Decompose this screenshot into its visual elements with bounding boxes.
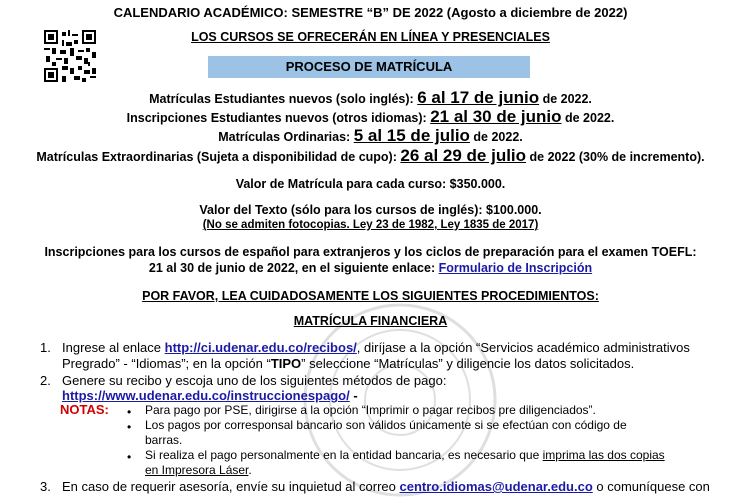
date-line-new-english: Matrículas Estudiantes nuevos (solo inglés): 6 al 17 de junio de 2022. xyxy=(149,88,592,107)
bullet-icon: • xyxy=(127,450,132,464)
procedures-title: POR FAVOR, LEA CUIDADOSAMENTE LOS SIGUIENTES PROCEDIMIENTOS: xyxy=(142,289,599,303)
bullet-icon: • xyxy=(127,405,132,419)
step-number: 3. xyxy=(40,479,51,494)
courses-mode-subtitle: LOS CURSOS SE OFRECERÁN EN LÍNEA Y PRESENCIALES xyxy=(191,30,550,44)
notes-label: NOTAS: xyxy=(60,402,109,417)
date-line-extraordinary: Matrículas Extraordinarias (Sujeta a disponibilidad de cupo): 26 al 29 de julio de 2022 (30% de incremento). xyxy=(36,146,705,165)
date-range: 26 al 29 de julio xyxy=(400,146,527,165)
receipts-link[interactable]: http://ci.udenar.edu.co/recibos/ xyxy=(164,340,357,355)
text-fee: Valor del Texto (sólo para los cursos de inglés): $100.000. xyxy=(199,203,542,217)
financial-enrollment-title: MATRÍCULA FINANCIERA xyxy=(293,314,448,328)
calendar-title: CALENDARIO ACADÉMICO: SEMESTRE “B” DE 2022 (Agosto a diciembre de 2022) xyxy=(113,5,628,20)
date-range: 21 al 30 de junio xyxy=(430,107,562,126)
note-bank-cont: en Impresora Láser. xyxy=(145,463,252,477)
step-2-line-1: Genere su recibo y escoja uno de los siguientes métodos de pago: xyxy=(62,373,447,388)
step-2-line-2: https://www.udenar.edu.co/instruccionespago/ - xyxy=(62,388,358,403)
note-pse: Para pago por PSE, dirigirse a la opción “Imprimir o pagar recibos pre diligenciados”. xyxy=(145,403,596,417)
course-fee: Valor de Matrícula para cada curso: $350.000. xyxy=(235,177,506,191)
email-link[interactable]: centro.idiomas@udenar.edu.co xyxy=(399,479,593,494)
date-line-ordinary: Matrículas Ordinarias: 5 al 15 de julio de 2022. xyxy=(218,126,523,145)
step-1-line-2: Pregrado” - “Idiomas”; en la opción “TIPO” seleccione “Matrículas” y diligencie los datos solicitados. xyxy=(62,356,635,371)
date-range: 5 al 15 de julio xyxy=(353,126,470,145)
spanish-toefl-dates: 21 al 30 de junio de 2022, en el siguiente enlace: Formulario de Inscripción xyxy=(148,261,593,275)
text-fee-note: (No se admiten fotocopias. Ley 23 de 1982, Ley 1835 de 2017) xyxy=(202,219,539,231)
note-correspondent-cont: barras. xyxy=(145,433,183,447)
registration-form-link[interactable]: Formulario de Inscripción xyxy=(438,261,593,275)
date-range: 6 al 17 de junio xyxy=(417,88,540,107)
bullet-icon: • xyxy=(127,420,132,434)
payment-instructions-link[interactable]: https://www.udenar.edu.co/instruccionespago/ xyxy=(62,388,350,403)
spanish-toefl-info: Inscripciones para los cursos de español para extranjeros y los ciclos de preparación para el examen TOEFL: xyxy=(44,245,697,259)
date-line-new-other: Inscripciones Estudiantes nuevos (otros idiomas): 21 al 30 de junio de 2022. xyxy=(126,107,615,126)
enrollment-process-band: PROCESO DE MATRÍCULA xyxy=(208,56,530,78)
step-1-line-1: Ingrese al enlace http://ci.udenar.edu.co/recibos/, diríjase a la opción “Servicios académico administrativos xyxy=(62,340,690,355)
note-correspondent: Los pagos por corresponsal bancario son válidos únicamente si se efectúan con código de xyxy=(145,418,627,432)
note-bank: Si realiza el pago personalmente en la entidad bancaria, es necesario que imprima las dos copias xyxy=(145,448,665,462)
step-number: 1. xyxy=(40,340,51,355)
step-3-line-1: En caso de requerir asesoría, envíe su inquietud al correo centro.idiomas@udenar.edu.co o comuníquese con xyxy=(62,479,710,494)
step-number: 2. xyxy=(40,373,51,388)
